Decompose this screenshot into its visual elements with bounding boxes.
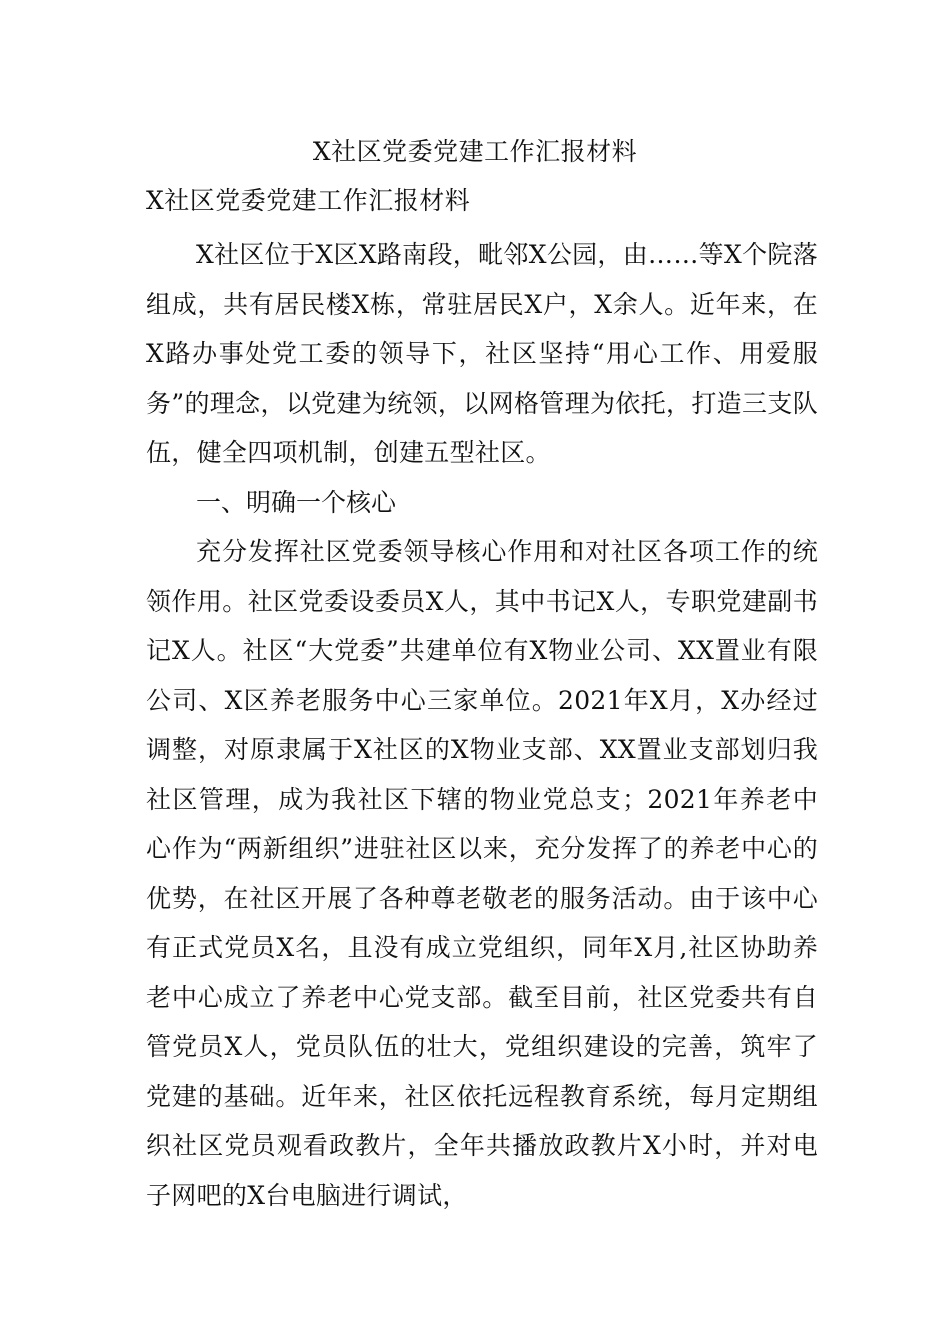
paragraph-intro: X社区位于X区X路南段，毗邻X公园，由……等X个院落组成，共有居民楼X栋，常驻居民X户，X余人。近年来，在X路办事处党工委的领导下，社区坚持“用心工作、用爱服务”的理念，以党建为统领，以网格管理为依托，打造三支队伍，健全四项机制，创建五型社区。 <box>146 240 818 467</box>
paragraph-core: 充分发挥社区党委领导核心作用和对社区各项工作的统领作用。社区党委设委员X人，其中书记X人，专职党建副书记X人。社区“大党委”共建单位有X物业公司、XX置业有限公司、X区养老服务中心三家单位。2021年X月，X办经过调整，对原隶属于X社区的X物业支部、XX置业支部划归我社区管理，成为我社区下辖的物业党总支；2021年养老中心作为“两新组织”进驻社区以来，充分发挥了的养老中心的优势，在社区开展了各种尊老敬老的服务活动。由于该中心有正式党员X名，且没有成立党组织，同年X月,社区协助养老中心成立了养老中心党支部。截至目前，社区党委共有自管党员X人，党员队伍的壮大，党组织建设的完善，筑牢了党建的基础。近年来，社区依托远程教育系统，每月定期组织社区党员观看政教片，全年共播放政教片X小时，并对电子网吧的X台电脑进行调试， <box>146 537 818 1210</box>
document-subtitle: X社区党委党建工作汇报材料 <box>146 186 471 215</box>
document-title: X社区党委党建工作汇报材料 <box>312 137 638 166</box>
section-heading-1: 一、明确一个核心 <box>196 487 397 517</box>
document-body <box>146 230 818 1220</box>
